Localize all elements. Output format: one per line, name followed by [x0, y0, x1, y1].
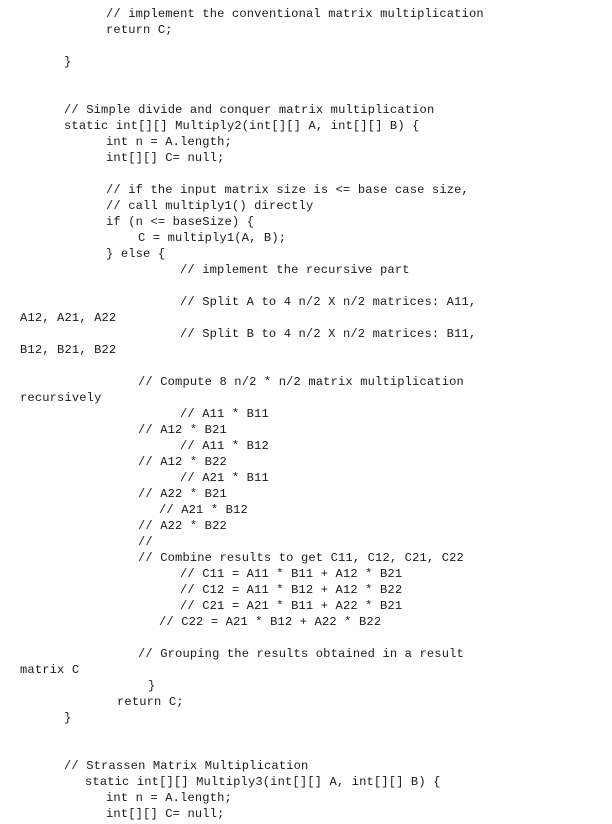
code-line: // Compute 8 n/2 * n/2 matrix multiplication — [138, 375, 464, 389]
code-line: // if the input matrix size is <= base case size, — [106, 183, 469, 197]
code-line: B12, B21, B22 — [20, 343, 117, 357]
code-line: // Split B to 4 n/2 X n/2 matrices: B11, — [180, 327, 477, 341]
code-line: static int[][] Multiply2(int[][] A, int[][] B) { — [64, 119, 420, 133]
code-line: // A11 * B11 — [180, 407, 269, 421]
code-line: return C; — [117, 695, 184, 709]
code-line: // Simple divide and conquer matrix multiplication — [64, 103, 435, 117]
code-line: // A22 * B22 — [138, 519, 227, 533]
code-line: int[][] C= null; — [106, 807, 225, 821]
code-line: // Strassen Matrix Multiplication — [64, 759, 309, 773]
code-line: // Split A to 4 n/2 X n/2 matrices: A11, — [180, 295, 477, 309]
code-line: // A21 * B11 — [180, 471, 269, 485]
code-line: // A11 * B12 — [180, 439, 269, 453]
code-line: // A12 * B21 — [138, 423, 227, 437]
code-line: // A21 * B12 — [159, 503, 248, 517]
code-line: int n = A.length; — [106, 135, 232, 149]
code-line: } — [64, 55, 72, 69]
code-line: A12, A21, A22 — [20, 311, 117, 325]
code-line: } — [64, 711, 72, 725]
code-line: int n = A.length; — [106, 791, 232, 805]
code-line: recursively — [20, 391, 102, 405]
code-line: // implement the conventional matrix multiplication — [106, 7, 484, 21]
code-line: return C; — [106, 23, 173, 37]
code-line: C = multiply1(A, B); — [138, 231, 287, 245]
code-line: // implement the recursive part — [180, 263, 410, 277]
code-line: static int[][] Multiply3(int[][] A, int[][] B) { — [85, 775, 441, 789]
code-line: // A22 * B21 — [138, 487, 227, 501]
code-line: // C12 = A11 * B12 + A12 * B22 — [180, 583, 403, 597]
code-line: int[][] C= null; — [106, 151, 225, 165]
code-line: // C22 = A21 * B12 + A22 * B22 — [159, 615, 382, 629]
code-line: matrix C — [20, 663, 80, 677]
code-line: if (n <= baseSize) { — [106, 215, 255, 229]
code-line: // call multiply1() directly — [106, 199, 314, 213]
code-line: // A12 * B22 — [138, 455, 227, 469]
code-line: } else { — [106, 247, 166, 261]
code-line: // C21 = A21 * B11 + A22 * B21 — [180, 599, 403, 613]
code-line: } — [148, 679, 156, 693]
code-line: // Grouping the results obtained in a result — [138, 647, 464, 661]
code-line: // C11 = A11 * B11 + A12 * B21 — [180, 567, 403, 581]
code-line: // Combine results to get C11, C12, C21, C22 — [138, 551, 464, 565]
code-line: // — [138, 535, 153, 549]
